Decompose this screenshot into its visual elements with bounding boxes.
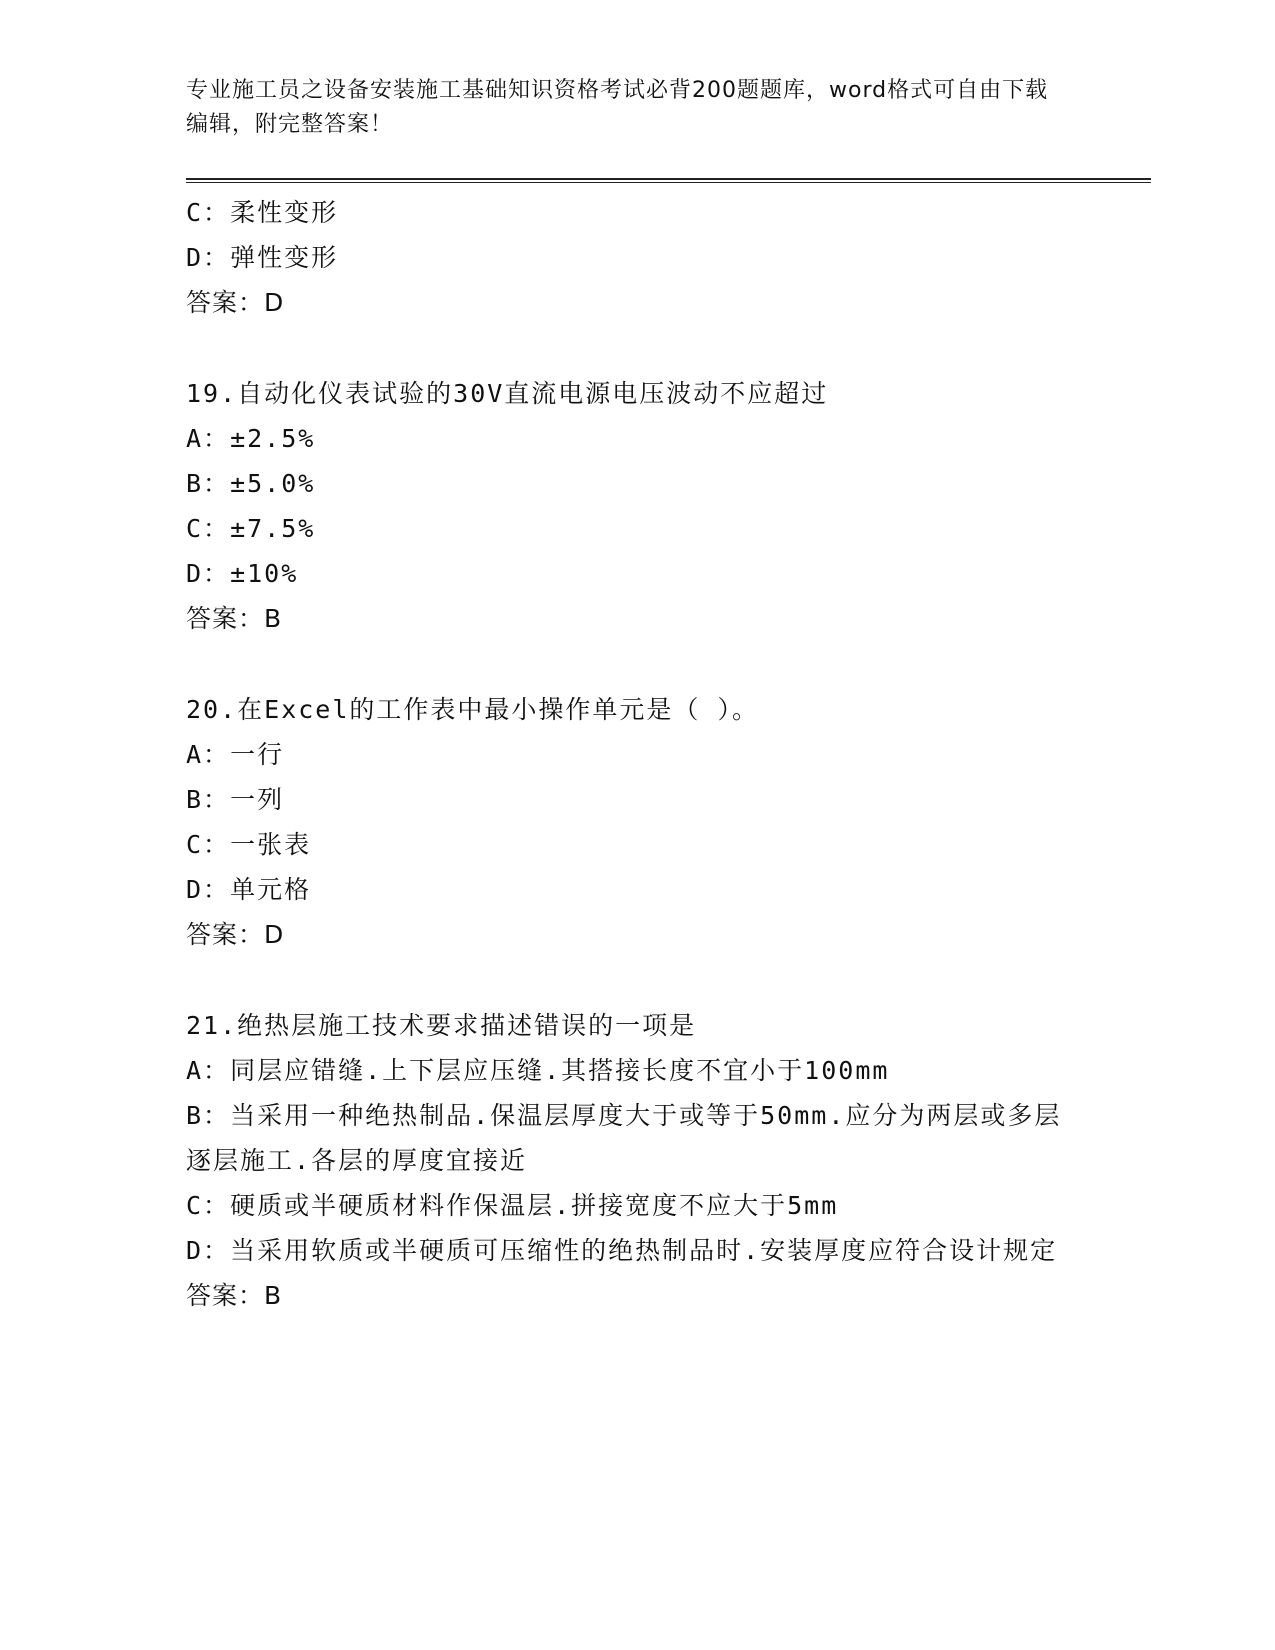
option-label: C： [186,514,231,543]
option-text: 弹性变形 [230,243,339,272]
option-text: ±10% [230,559,299,588]
option-line [186,1048,1086,1093]
header-divider-thin [186,182,1151,183]
document-header: 专业施工员之设备安装施工基础知识资格考试必背200题题库，word格式可自由下载编辑，附完整答案！ [186,78,1049,137]
option-label: A： [186,1056,231,1085]
option-line [186,867,1086,912]
option-label: D： [186,1236,231,1265]
option-text: 柔性变形 [230,198,339,227]
option-line [186,190,1086,235]
option-label: D： [186,559,231,588]
header-divider [186,178,1151,180]
option-label: B： [186,469,231,498]
option-label: C： [186,830,231,859]
option-label: B： [186,785,231,814]
option-line [186,461,1086,506]
option-text: 硬质或半硬质材料作保温层.拼接宽度不应大于5mm [230,1191,839,1220]
question-content [186,190,1086,1318]
option-line [186,732,1086,777]
option-line [186,551,1086,596]
option-line [186,1093,1071,1183]
option-label: C： [186,1191,231,1220]
question-stem: 19.自动化仪表试验的30V直流电源电压波动不应超过 [186,379,829,408]
option-text: 同层应错缝.上下层应压缝.其搭接长度不宜小于100mm [230,1056,890,1085]
answer-line: 答案：B [186,604,283,633]
option-text: ±5.0% [230,469,316,498]
option-line [186,416,1086,461]
option-line [186,1183,1086,1228]
answer-line: 答案：B [186,1281,283,1310]
option-text: 当采用一种绝热制品.保温层厚度大于或等于50mm.应分为两层或多层逐层施工.各层的厚度宜接近 [186,1101,1062,1175]
option-line [186,506,1086,551]
option-text: ±7.5% [230,514,316,543]
question-stem: 21.绝热层施工技术要求描述错误的一项是 [186,1011,697,1040]
option-label: A： [186,424,231,453]
option-line [186,777,1086,822]
option-text: 单元格 [230,875,312,904]
option-label: C： [186,198,231,227]
option-label: B： [186,1101,231,1130]
option-text: 一张表 [230,830,312,859]
option-text: ±2.5% [230,424,316,453]
option-label: D： [186,243,231,272]
spacer [186,641,1086,687]
option-line [186,1228,1071,1273]
answer-line: 答案：D [186,920,285,949]
option-text: 当采用软质或半硬质可压缩性的绝热制品时.安装厚度应符合设计规定 [230,1236,1058,1265]
option-text: 一行 [230,740,285,769]
option-label: A： [186,740,231,769]
option-text: 一列 [230,785,285,814]
option-line [186,822,1086,867]
spacer [186,957,1086,1003]
question-stem: 20.在Excel的工作表中最小操作单元是（ ）。 [186,695,759,724]
answer-line: 答案：D [186,288,285,317]
option-line [186,235,1086,280]
option-label: D： [186,875,231,904]
spacer [186,325,1086,371]
